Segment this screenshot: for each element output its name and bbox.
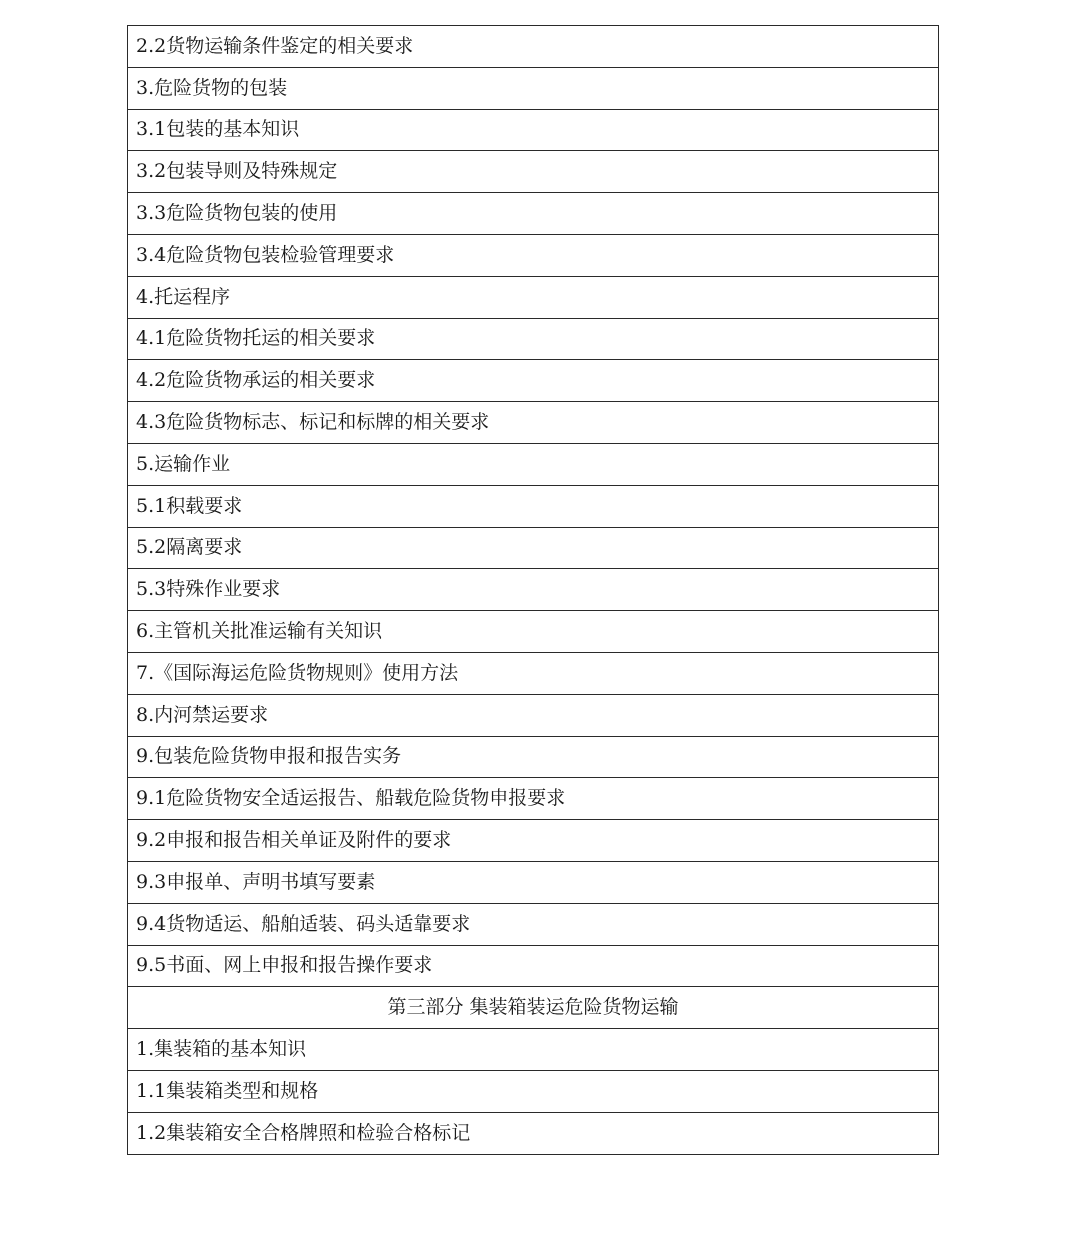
table-cell: 4.2危险货物承运的相关要求 [128,360,939,402]
table-cell: 9.2申报和报告相关单证及附件的要求 [128,820,939,862]
table-cell: 5.1积载要求 [128,485,939,527]
syllabus-table [127,25,939,1155]
document-page [127,25,939,1155]
table-row [128,109,939,151]
table-row [128,1112,939,1154]
section-heading-row [128,987,939,1029]
table-row [128,736,939,778]
table-cell: 6.主管机关批准运输有关知识 [128,611,939,653]
table-row [128,26,939,68]
table-row [128,485,939,527]
table-row [128,234,939,276]
table-cell: 3.4危险货物包装检验管理要求 [128,234,939,276]
table-row [128,611,939,653]
table-row [128,778,939,820]
table-cell: 5.运输作业 [128,443,939,485]
table-row [128,861,939,903]
table-row [128,151,939,193]
table-row [128,694,939,736]
table-row [128,652,939,694]
table-cell: 9.3申报单、声明书填写要素 [128,861,939,903]
table-cell: 4.3危险货物标志、标记和标牌的相关要求 [128,402,939,444]
table-cell: 9.包装危险货物申报和报告实务 [128,736,939,778]
table-row [128,360,939,402]
table-cell: 1.集装箱的基本知识 [128,1029,939,1071]
table-row [128,276,939,318]
table-row [128,443,939,485]
table-row [128,67,939,109]
table-cell: 2.2货物运输条件鉴定的相关要求 [128,26,939,68]
table-row [128,193,939,235]
section-heading: 第三部分 集装箱装运危险货物运输 [128,987,939,1029]
table-cell: 9.4货物适运、船舶适装、码头适靠要求 [128,903,939,945]
table-cell: 3.2包装导则及特殊规定 [128,151,939,193]
table-row [128,569,939,611]
table-cell: 4.托运程序 [128,276,939,318]
table-row [128,903,939,945]
table-cell: 7.《国际海运危险货物规则》使用方法 [128,652,939,694]
table-row [128,945,939,987]
table-cell: 1.1集装箱类型和规格 [128,1070,939,1112]
table-cell: 4.1危险货物托运的相关要求 [128,318,939,360]
table-row [128,1029,939,1071]
table-row [128,318,939,360]
table-row [128,402,939,444]
table-cell: 5.3特殊作业要求 [128,569,939,611]
syllabus-table-body [128,26,939,1155]
table-row [128,1070,939,1112]
table-cell: 3.危险货物的包装 [128,67,939,109]
table-cell: 3.3危险货物包装的使用 [128,193,939,235]
table-cell: 3.1包装的基本知识 [128,109,939,151]
table-cell: 8.内河禁运要求 [128,694,939,736]
table-cell: 5.2隔离要求 [128,527,939,569]
table-cell: 1.2集装箱安全合格牌照和检验合格标记 [128,1112,939,1154]
table-row [128,820,939,862]
table-cell: 9.5书面、网上申报和报告操作要求 [128,945,939,987]
table-row [128,527,939,569]
table-cell: 9.1危险货物安全适运报告、船载危险货物申报要求 [128,778,939,820]
